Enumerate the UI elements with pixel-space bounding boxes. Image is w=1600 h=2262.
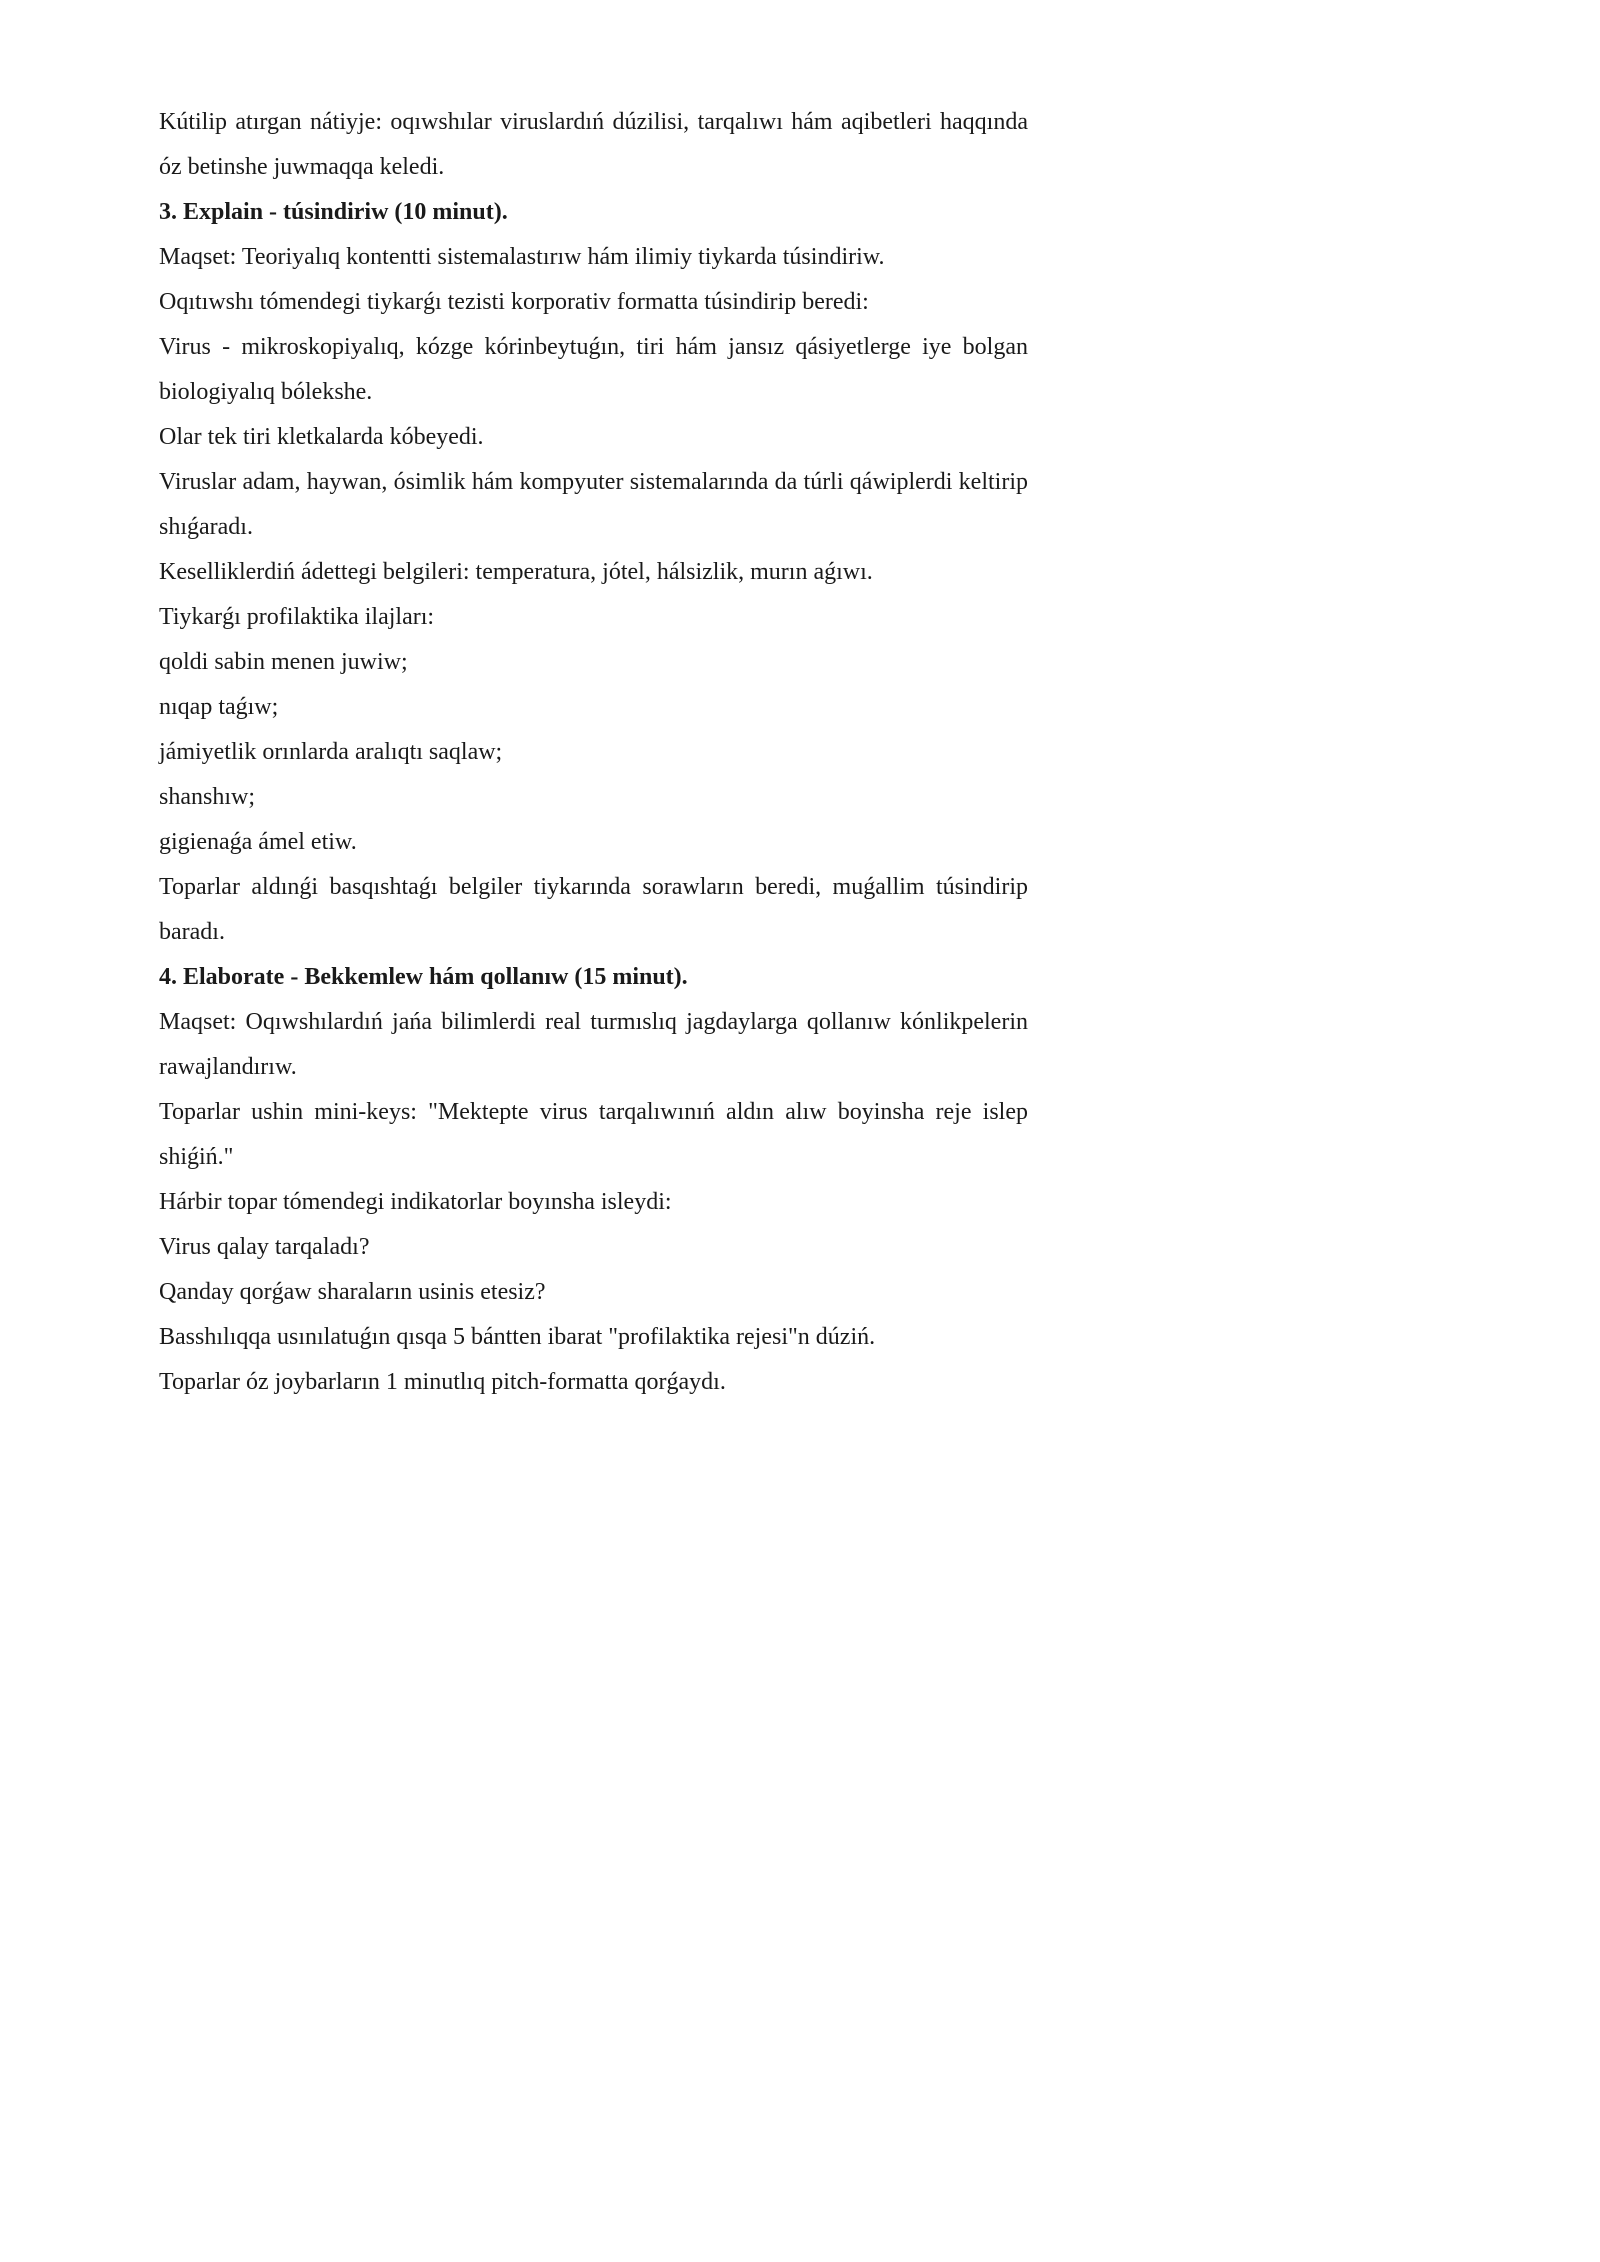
disease-symptoms-paragraph: Keselliklerdiń ádettegi belgileri: temperatura, jótel, hálsizlik, murın aǵıwı.: [159, 559, 873, 585]
mini-case-paragraph: Toparlar ushin mini-keys: "Mektepte virus tarqalıwınıń aldın alıw boyinsha reje islep shiǵiń.": [159, 1099, 1028, 1170]
document-page: [0, 0, 1100, 1555]
groups-questions-paragraph: Toparlar aldınǵi basqıshtaǵı belgiler tiykarında sorawların beredi, muǵallim túsindirip baradı.: [159, 874, 1028, 945]
prevention-list-item: shanshıw;: [159, 784, 255, 810]
expected-result-paragraph: Kútilip atırgan nátiyje: oqıwshılar viruslardıń dúzilisi, tarqalıwı hám aqibetleri haqqında óz betinshe juwmaqqa keledi.: [159, 109, 1028, 180]
virus-reproduction-paragraph: Olar tek tiri kletkalarda kóbeyedi.: [159, 424, 484, 450]
prevention-list-item: nıqap taǵıw;: [159, 694, 279, 720]
pitch-defense-paragraph: Toparlar óz joybarların 1 minutlıq pitch-formatta qorǵaydı.: [159, 1369, 726, 1395]
document-body: [159, 100, 1028, 1405]
teacher-thesis-paragraph: Oqıtıwshı tómendegi tiykarǵı tezisti korporativ formatta túsindirip beredi:: [159, 289, 869, 315]
elaborate-goal-paragraph: Maqset: Oqıwshılardıń jańa bilimlerdi real turmıslıq jagdaylarga qollanıw kónlikpelerin rawajlandırıw.: [159, 1009, 1028, 1080]
virus-dangers-paragraph: Viruslar adam, haywan, ósimlik hám kompyuter sistemalarında da túrli qáwiplerdi keltirip shıǵaradı.: [159, 469, 1028, 540]
section-heading-explain: 3. Explain - túsindiriw (10 minut).: [159, 199, 508, 225]
virus-definition-paragraph: Virus - mikroskopiyalıq, kózge kórinbeytuǵın, tiri hám jansız qásiyetlerge iye bolgan biologiyalıq bólekshe.: [159, 334, 1028, 405]
indicator-item: Qanday qorǵaw sharaların usinis etesiz?: [159, 1279, 546, 1305]
section-heading-elaborate: 4. Elaborate - Bekkemlew hám qollanıw (15 minut).: [159, 964, 688, 990]
indicator-item: Virus qalay tarqaladı?: [159, 1234, 370, 1260]
prevention-list-item: jámiyetlik orınlarda aralıqtı saqlaw;: [159, 739, 503, 765]
indicators-intro-paragraph: Hárbir topar tómendegi indikatorlar boyınsha isleydi:: [159, 1189, 672, 1215]
prevention-intro-paragraph: Tiykarǵı profilaktika ilajları:: [159, 604, 435, 630]
prevention-list-item: gigienaǵa ámel etiw.: [159, 829, 357, 855]
explain-goal-paragraph: Maqset: Teoriyalıq kontentti sistemalastırıw hám ilimiy tiykarda túsindiriw.: [159, 244, 885, 270]
prevention-list-item: qoldi sabin menen juwiw;: [159, 649, 408, 675]
indicator-item: Basshılıqqa usınılatuǵın qısqa 5 bántten ibarat "profilaktika rejesi"n dúziń.: [159, 1324, 876, 1350]
